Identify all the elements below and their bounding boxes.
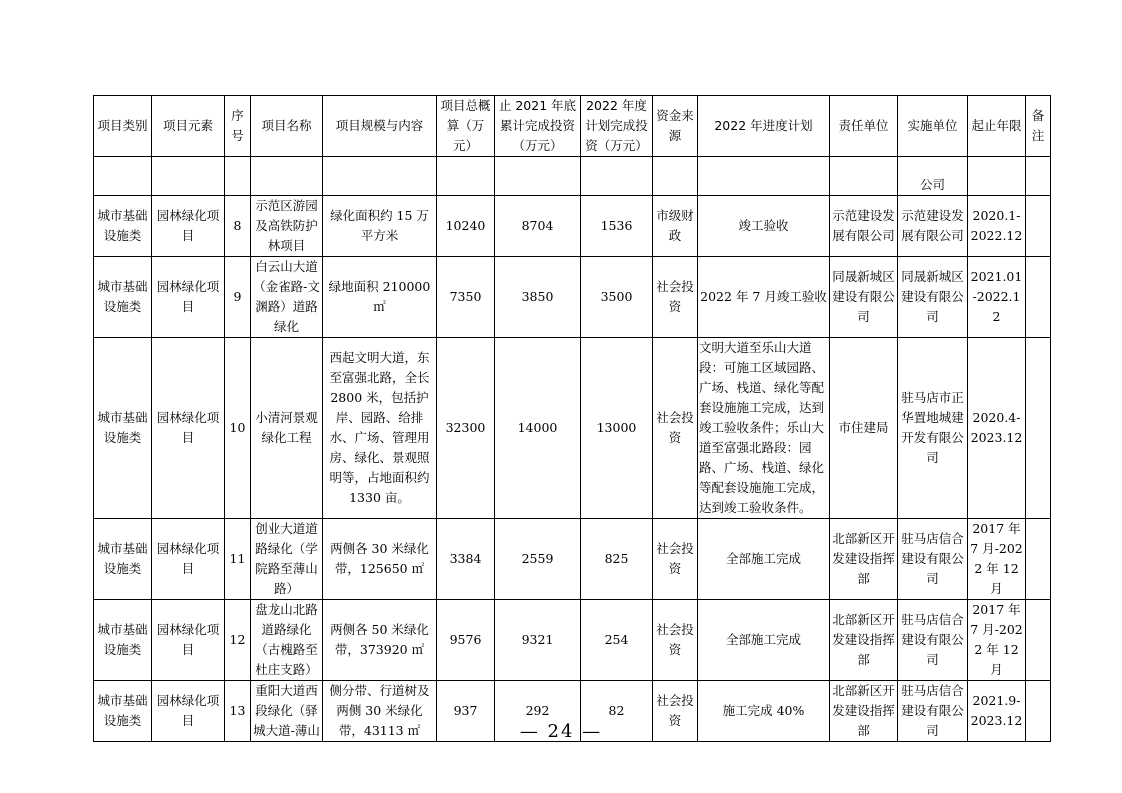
- cell-category: 城市基础设施类: [94, 681, 152, 742]
- cell-plan2022: 254: [581, 600, 653, 681]
- cell-progress: 全部施工完成: [698, 519, 830, 600]
- cell-plan2022: 1536: [581, 196, 653, 257]
- header-remark: 备注: [1026, 96, 1051, 157]
- continuation-row: [94, 157, 1051, 196]
- cell-remark: [1026, 196, 1051, 257]
- cell-funding: 社会投资: [653, 681, 698, 742]
- header-name: 项目名称: [251, 96, 323, 157]
- cell-remark: [1026, 519, 1051, 600]
- cell-category: 城市基础设施类: [94, 338, 152, 519]
- header-scope: 项目规模与内容: [323, 96, 437, 157]
- cell-name: 白云山大道（金雀路-文渊路）道路绿化: [251, 257, 323, 338]
- header-implementer: 实施单位: [898, 96, 968, 157]
- project-table: [93, 95, 1051, 742]
- cell-remark: [1026, 338, 1051, 519]
- cell-progress: 竣工验收: [698, 196, 830, 257]
- table-row: [94, 257, 1051, 338]
- cell-category: 城市基础设施类: [94, 196, 152, 257]
- cell-name: 盘龙山北路道路绿化（古槐路至杜庄支路）: [251, 600, 323, 681]
- cell-period: 2020.1-2022.12: [968, 196, 1026, 257]
- cell-responsible: 北部新区开发建设指挥部: [830, 519, 898, 600]
- cell-element: 园林绿化项目: [152, 600, 225, 681]
- cell-seq: 12: [225, 600, 251, 681]
- header-plan2022: 2022 年度计划完成投资（万元）: [581, 96, 653, 157]
- cell-cum2021: 8704: [495, 196, 581, 257]
- continuation-text: 公司: [898, 157, 968, 196]
- header-category: 项目类别: [94, 96, 152, 157]
- cell-cum2021: 14000: [495, 338, 581, 519]
- cell-plan2022: 82: [581, 681, 653, 742]
- cell-category: 城市基础设施类: [94, 519, 152, 600]
- cell-element: 园林绿化项目: [152, 196, 225, 257]
- cell-cum2021: 9321: [495, 600, 581, 681]
- cell-implementer: 驻马店市正华置地城建开发有限公司: [898, 338, 968, 519]
- table-row: [94, 338, 1051, 519]
- header-period: 起止年限: [968, 96, 1026, 157]
- cell-funding: 社会投资: [653, 338, 698, 519]
- cell-responsible: 北部新区开发建设指挥部: [830, 681, 898, 742]
- cell-plan2022: 13000: [581, 338, 653, 519]
- cell-plan2022: 3500: [581, 257, 653, 338]
- cell-responsible: 示范建设发展有限公司: [830, 196, 898, 257]
- cell-scope: 绿化面积约 15 万平方米: [323, 196, 437, 257]
- header-seq: 序号: [225, 96, 251, 157]
- cell-name: 创业大道道路绿化（学院路至薄山路）: [251, 519, 323, 600]
- header-total: 项目总概算（万元）: [437, 96, 495, 157]
- cell-scope: 西起文明大道，东至富强北路，全长 2800 米，包括护岸、园路、给排水、广场、管理用房、绿化、景观照明等，占地面积约 1330 亩。: [323, 338, 437, 519]
- cell-seq: 8: [225, 196, 251, 257]
- cell-period: 2017 年 7 月-2022 年 12 月: [968, 519, 1026, 600]
- table-row: [94, 196, 1051, 257]
- cell-scope: 绿地面积 210000 ㎡: [323, 257, 437, 338]
- cell-element: 园林绿化项目: [152, 519, 225, 600]
- cell-element: 园林绿化项目: [152, 257, 225, 338]
- table-row: [94, 600, 1051, 681]
- header-cum2021: 止 2021 年底累计完成投资（万元）: [495, 96, 581, 157]
- cell-remark: [1026, 257, 1051, 338]
- cell-remark: [1026, 600, 1051, 681]
- cell-implementer: 驻马店信合建设有限公司: [898, 681, 968, 742]
- cell-plan2022: 825: [581, 519, 653, 600]
- cell-funding: 社会投资: [653, 519, 698, 600]
- cell-total: 32300: [437, 338, 495, 519]
- header-funding: 资金来源: [653, 96, 698, 157]
- cell-implementer: 示范建设发展有限公司: [898, 196, 968, 257]
- cell-name: 重阳大道西段绿化（驿城大道-薄山: [251, 681, 323, 742]
- cell-seq: 13: [225, 681, 251, 742]
- cell-progress: 施工完成 40%: [698, 681, 830, 742]
- cell-seq: 11: [225, 519, 251, 600]
- cell-period: 2017 年 7 月-2022 年 12 月: [968, 600, 1026, 681]
- table-row: [94, 519, 1051, 600]
- header-element: 项目元素: [152, 96, 225, 157]
- cell-category: 城市基础设施类: [94, 257, 152, 338]
- cell-name: 小清河景观绿化工程: [251, 338, 323, 519]
- cell-period: 2021.9-2023.12: [968, 681, 1026, 742]
- cell-total: 7350: [437, 257, 495, 338]
- cell-progress: 全部施工完成: [698, 600, 830, 681]
- cell-progress: 2022 年 7 月竣工验收: [698, 257, 830, 338]
- cell-scope: 两侧各 50 米绿化带，373920 ㎡: [323, 600, 437, 681]
- cell-element: 园林绿化项目: [152, 681, 225, 742]
- cell-funding: 社会投资: [653, 257, 698, 338]
- header-progress: 2022 年进度计划: [698, 96, 830, 157]
- cell-total: 3384: [437, 519, 495, 600]
- cell-total: 937: [437, 681, 495, 742]
- cell-implementer: 同晟新城区建设有限公司: [898, 257, 968, 338]
- cell-cum2021: 3850: [495, 257, 581, 338]
- cell-responsible: 同晟新城区建设有限公司: [830, 257, 898, 338]
- cell-implementer: 驻马店信合建设有限公司: [898, 600, 968, 681]
- cell-responsible: 市住建局: [830, 338, 898, 519]
- cell-total: 9576: [437, 600, 495, 681]
- cell-responsible: 北部新区开发建设指挥部: [830, 600, 898, 681]
- cell-implementer: 驻马店信合建设有限公司: [898, 519, 968, 600]
- cell-seq: 10: [225, 338, 251, 519]
- cell-category: 城市基础设施类: [94, 600, 152, 681]
- cell-scope: 两侧各 30 米绿化带，125650 ㎡: [323, 519, 437, 600]
- cell-progress: 文明大道至乐山大道段：可施工区域园路、广场、栈道、绿化等配套设施施工完成，达到竣工验收条件；乐山大道至富强北路段：园路、广场、栈道、绿化等配套设施施工完成，达到竣工验收条件。: [698, 338, 830, 519]
- cell-period: 2021.01-2022.12: [968, 257, 1026, 338]
- cell-element: 园林绿化项目: [152, 338, 225, 519]
- cell-seq: 9: [225, 257, 251, 338]
- header-row: [94, 96, 1051, 157]
- cell-scope: 侧分带、行道树及两侧 30 米绿化带，43113 ㎡: [323, 681, 437, 742]
- cell-funding: 社会投资: [653, 600, 698, 681]
- cell-period: 2020.4-2023.12: [968, 338, 1026, 519]
- cell-cum2021: 2559: [495, 519, 581, 600]
- cell-funding: 市级财政: [653, 196, 698, 257]
- page-number: — 24 —: [519, 721, 603, 742]
- header-responsible: 责任单位: [830, 96, 898, 157]
- cell-cum2021: 292: [495, 681, 581, 742]
- cell-name: 示范区游园及高铁防护林项目: [251, 196, 323, 257]
- cell-total: 10240: [437, 196, 495, 257]
